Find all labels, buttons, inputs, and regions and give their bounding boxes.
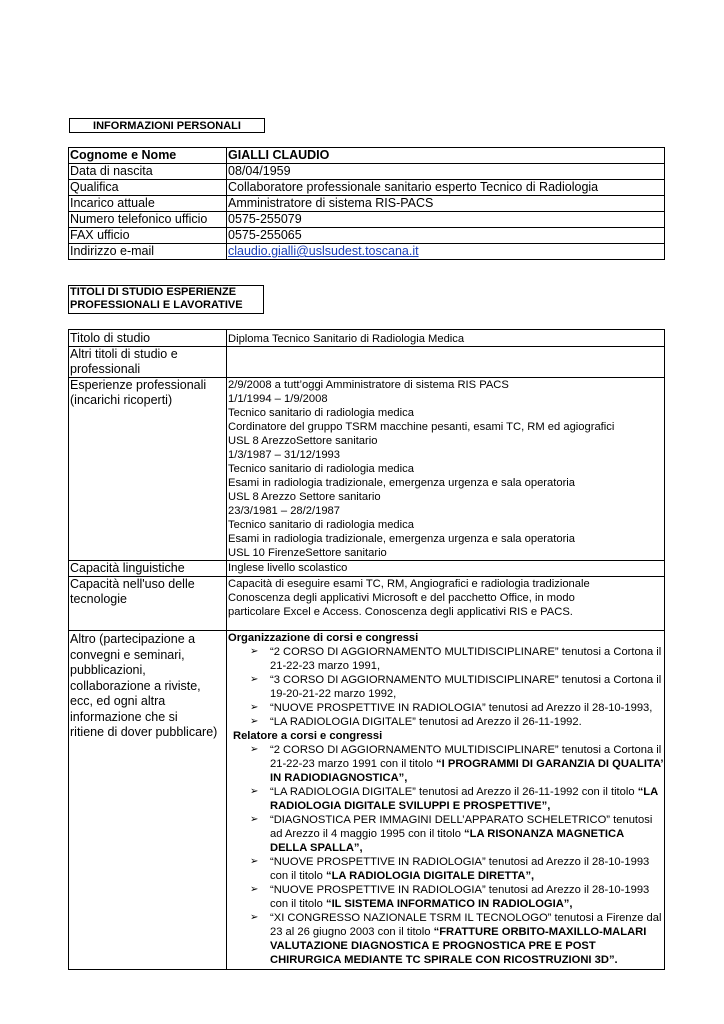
list-item	[228, 673, 663, 701]
organizer-item-text: “2 CORSO DI AGGIORNAMENTO MULTIDISCIPLINARE” tenutosi a Cortona il 21-22-23 marzo 1991,	[270, 646, 662, 672]
organizer-item-text: “NUOVE PROSPETTIVE IN RADIOLOGIA” tenutosi ad Arezzo il 28-10-1993,	[270, 702, 653, 714]
label-name: Cognome e Nome	[69, 148, 227, 164]
speaker-item-text: “2 CORSO DI AGGIORNAMENTO MULTIDISCIPLINARE” tenutosi a Cortona il 21-22-23 marzo 1991 con il titolo	[270, 744, 662, 770]
speaker-item-title: “I PROGRAMMI DI GARANZIA DI QUALITA’ IN RADIODIAGNOSTICA”,	[270, 758, 663, 784]
arrow-bullet-icon: ➢	[250, 814, 259, 825]
value-languages: Inglese livello scolastico	[227, 561, 665, 577]
list-item	[228, 883, 663, 911]
label-degree: Titolo di studio	[69, 330, 227, 347]
value-other	[227, 631, 665, 970]
speaker-item-text: “DIAGNOSTICA PER IMMAGINI DELL’APPARATO SCHELETRICO” tenutosi ad Arezzo il 4 maggio 1995 con il titolo	[270, 814, 653, 840]
row-birthdate	[69, 164, 665, 180]
value-name: GIALLI CLAUDIO	[227, 148, 665, 164]
row-fax	[69, 228, 665, 244]
label-other-titles	[69, 347, 227, 378]
experience-line: Esami in radiologia tradizionale, emergenza urgenza e sala operatoria	[228, 533, 576, 545]
organizer-list	[228, 645, 663, 729]
value-fax: 0575-255065	[227, 228, 665, 244]
list-item	[228, 911, 663, 967]
label-other	[69, 631, 227, 970]
value-degree: Diploma Tecnico Sanitario di Radiologia Medica	[227, 330, 665, 347]
value-current-role: Amministratore di sistema RIS-PACS	[227, 196, 665, 212]
list-item	[228, 813, 663, 855]
list-item	[228, 855, 663, 883]
experience-line: USL 10 FirenzeSettore sanitario	[228, 547, 387, 559]
label-other-titles-1: Altri titoli di studio e	[70, 347, 178, 361]
value-email-cell	[227, 244, 665, 260]
email-link[interactable]: claudio.gialli@uslsudest.toscana.it	[228, 244, 419, 258]
label-qualification: Qualifica	[69, 180, 227, 196]
experience-line: 1/3/1987 – 31/12/1993	[228, 449, 340, 461]
row-other	[69, 631, 665, 970]
tech-skills-line: particolare Excel e Access. Conoscenza degli applicativi RIS e PACS.	[228, 606, 573, 618]
list-item	[228, 785, 663, 813]
label-tech-skills-2: tecnologie	[70, 592, 127, 606]
label-experience-1: Esperienze professionali	[70, 378, 207, 392]
value-other-titles	[227, 347, 665, 378]
label-birthdate: Data di nascita	[69, 164, 227, 180]
studies-header	[68, 285, 264, 314]
experience-line: USL 8 ArezzoSettore sanitario	[228, 435, 378, 447]
speaker-item-title: “IL SISTEMA INFORMATICO IN RADIOLOGIA”,	[325, 898, 573, 910]
speaker-item-text: “NUOVE PROSPETTIVE IN RADIOLOGIA” tenutosi ad Arezzo il 28-10-1993 con il titolo	[270, 884, 650, 910]
experience-line: USL 8 Arezzo Settore sanitario	[228, 491, 381, 503]
row-tech-skills	[69, 577, 665, 631]
tech-skills-line: Capacità di eseguire esami TC, RM, Angiografici e radiologia tradizionale	[228, 578, 590, 590]
label-tech-skills	[69, 577, 227, 631]
list-item	[228, 645, 663, 673]
label-other-line: convegni e seminari,	[70, 647, 185, 662]
arrow-bullet-icon: ➢	[250, 856, 259, 867]
organizer-item-text: “LA RADIOLOGIA DIGITALE” tenutosi ad Arezzo il 26-11-1992.	[270, 716, 582, 728]
arrow-bullet-icon: ➢	[250, 646, 259, 657]
experience-line: Cordinatore del gruppo TSRM macchine pesanti, esami TC, RM ed agiografici	[228, 421, 615, 433]
experience-line: 2/9/2008 a tutt’oggi Amministratore di sistema RIS PACS	[228, 379, 509, 391]
experience-line: Tecnico sanitario di radiologia medica	[228, 463, 414, 475]
personal-info-table	[68, 147, 665, 260]
row-current-role	[69, 196, 665, 212]
row-degree	[69, 330, 665, 347]
arrow-bullet-icon: ➢	[250, 674, 259, 685]
label-current-role: Incarico attuale	[69, 196, 227, 212]
label-experience	[69, 378, 227, 561]
label-experience-2: (incarichi ricoperti)	[70, 393, 173, 407]
value-birthdate: 08/04/1959	[227, 164, 665, 180]
studies-table	[68, 329, 665, 970]
arrow-bullet-icon: ➢	[250, 786, 259, 797]
value-phone: 0575-255079	[227, 212, 665, 228]
row-experience	[69, 378, 665, 561]
arrow-bullet-icon: ➢	[250, 884, 259, 895]
arrow-bullet-icon: ➢	[250, 716, 259, 727]
arrow-bullet-icon: ➢	[250, 744, 259, 755]
speaker-list	[228, 743, 663, 967]
speaker-item-text: “XI CONGRESSO NAZIONALE TSRM IL TECNOLOGO” tenutosi a Firenze dal 23 al 26 giugno 2003 con il titolo	[270, 912, 662, 938]
label-languages: Capacità linguistiche	[69, 561, 227, 577]
speaker-item-title: “LA RISONANZA MAGNETICA DELLA SPALLA”,	[270, 828, 624, 854]
experience-line: 1/1/1994 – 1/9/2008	[228, 393, 328, 405]
label-other-titles-2: professionali	[70, 362, 141, 376]
studies-header-line1: TITOLI DI STUDIO ESPERIENZE	[70, 286, 237, 298]
speaker-title: Relatore a corsi e congressi	[233, 730, 383, 742]
experience-line: Esami in radiologia tradizionale, emergenza urgenza e sala operatoria	[228, 477, 576, 489]
speaker-item-text: “NUOVE PROSPETTIVE IN RADIOLOGIA” tenutosi ad Arezzo il 28-10-1993 con il titolo	[270, 856, 650, 882]
personal-info-header-text: INFORMAZIONI PERSONALI	[93, 120, 241, 132]
value-experience	[227, 378, 665, 561]
label-other-line: pubblicazioni,	[70, 663, 146, 677]
label-other-line: ritiene di dover pubblicare)	[70, 725, 218, 739]
label-fax: FAX ufficio	[69, 228, 227, 244]
row-name	[69, 148, 665, 164]
list-item	[228, 701, 663, 715]
list-item	[228, 743, 663, 785]
label-tech-skills-1: Capacità nell'uso delle	[70, 577, 195, 591]
label-other-line: Altro (partecipazione a	[70, 632, 196, 646]
speaker-item-title: “FRATTURE ORBITO-MAXILLO-MALARI VALUTAZIONE DIAGNOSTICA E PROGNOSTICA PRE E POST CHIRURGICA MEDIANTE TC SPIRALE CON RICOSTRUZIONI 3D”.	[270, 926, 647, 966]
row-qualification	[69, 180, 665, 196]
tech-skills-line: Conoscenza degli applicativi Microsoft e del pacchetto Office, in modo	[228, 592, 575, 604]
experience-line: 23/3/1981 – 28/2/1987	[228, 505, 340, 517]
value-tech-skills	[227, 577, 665, 631]
arrow-bullet-icon: ➢	[250, 702, 259, 713]
arrow-bullet-icon: ➢	[250, 912, 259, 923]
studies-header-line2: PROFESSIONALI E LAVORATIVE	[70, 299, 243, 311]
row-phone	[69, 212, 665, 228]
organizer-title: Organizzazione di corsi e congressi	[228, 632, 419, 644]
row-languages	[69, 561, 665, 577]
label-other-line: ecc, ed ogni altra	[70, 694, 166, 708]
personal-info-header	[69, 118, 265, 133]
label-other-line: informazione che si	[70, 709, 178, 724]
label-email: Indirizzo e-mail	[69, 244, 227, 260]
list-item	[228, 715, 663, 729]
experience-line: Tecnico sanitario di radiologia medica	[228, 519, 414, 531]
row-other-titles	[69, 347, 665, 378]
speaker-item-title: “LA RADIOLOGIA DIGITALE DIRETTA”,	[325, 870, 535, 882]
row-email	[69, 244, 665, 260]
label-phone: Numero telefonico ufficio	[69, 212, 227, 228]
label-other-line: collaborazione a riviste,	[70, 678, 201, 693]
organizer-item-text: “3 CORSO DI AGGIORNAMENTO MULTIDISCIPLINARE” tenutosi a Cortona il 19-20-21-22 marzo 1992,	[270, 674, 662, 700]
experience-line: Tecnico sanitario di radiologia medica	[228, 407, 414, 419]
speaker-item-title: “LA RADIOLOGIA DIGITALE SVILUPPI E PROSPETTIVE”,	[270, 786, 658, 812]
value-qualification: Collaboratore professionale sanitario esperto Tecnico di Radiologia	[227, 180, 665, 196]
speaker-item-text: “LA RADIOLOGIA DIGITALE” tenutosi ad Arezzo il 26-11-1992 con il titolo	[270, 786, 638, 798]
